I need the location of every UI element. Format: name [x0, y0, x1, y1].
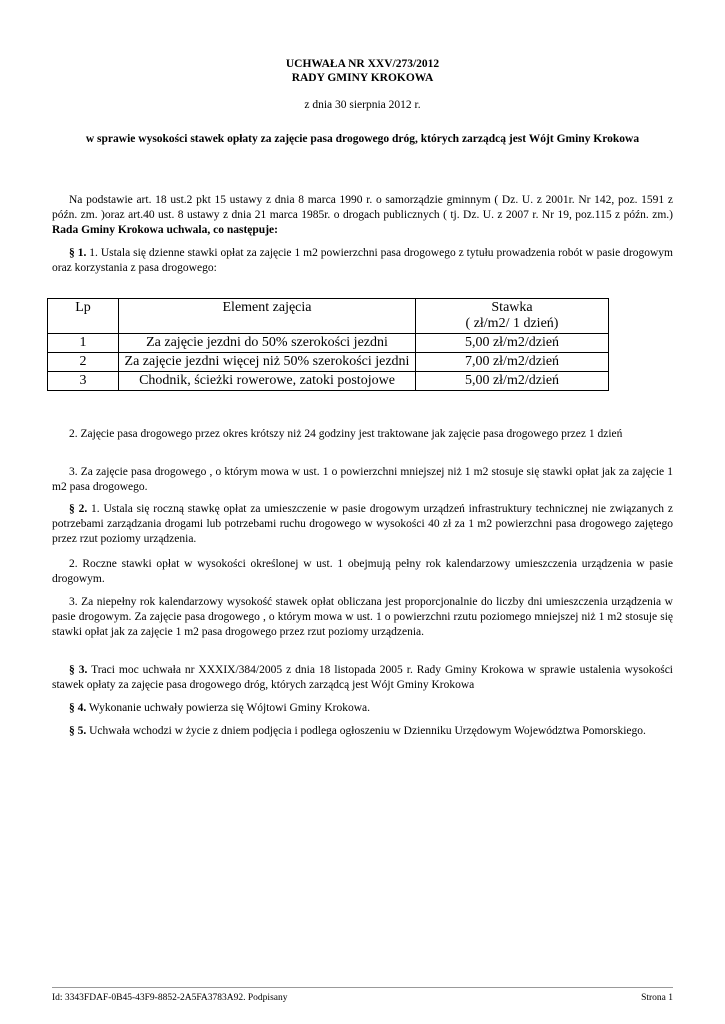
- section-1-mark: § 1.: [69, 247, 87, 259]
- resolution-header: [0, 57, 725, 85]
- section-2-paragraph-2: 2. Roczne stawki opłat w wysokości określonej w ust. 1 obejmują pełny rok kalendarzowy umieszczenia urządzenia w pasie drogowym.: [52, 558, 673, 585]
- table-row: [48, 372, 609, 391]
- table-row: [48, 334, 609, 353]
- section-3-paragraph: § 3. Traci moc uchwała nr XXXIX/384/2005 z dnia 18 listopada 2005 r. Rady Gminy Krokowa w sprawie ustalenia wysokości stawek opłaty za zajęcie pasa drogowego dróg, których zarządcą jest Wójt Gminy Krokowa: [52, 664, 673, 691]
- intro-paragraph: [52, 193, 673, 238]
- page-number: Strona 1: [641, 993, 673, 1003]
- row-rate: 7,00 zł/m2/dzień: [416, 353, 609, 372]
- resolution-number: UCHWAŁA NR XXV/273/2012: [285, 58, 440, 70]
- intro-bold: Rada Gminy Krokowa uchwala, co następuje:: [52, 224, 278, 236]
- row-element: Za zajęcie jezdni więcej niż 50% szerokości jezdni: [119, 353, 416, 372]
- document-id: Id: 3343FDAF-0B45-43F9-8852-2A5FA3783A92. Podpisany: [52, 993, 288, 1003]
- table-row: [48, 353, 609, 372]
- row-element: Za zajęcie jezdni do 50% szerokości jezdni: [119, 334, 416, 353]
- section-4-mark: § 4.: [69, 702, 87, 714]
- section-2-paragraph-1: § 2. 1. Ustala się roczną stawkę opłat za umieszczenie w pasie drogowym urządzeń infrastruktury technicznej nie związanych z potrzebami zarządzania drogami lub potrzebami ruchu drogowego w wysokości 40 zł za 1 m2 powierzchni pasa drogowego zajętego przez rzut poziomy urządzenia.: [52, 503, 673, 545]
- section-1-paragraph-2: 2. Zajęcie pasa drogowego przez okres krótszy niż 24 godziny jest traktowane jak zajęcie pasa drogowego przez 1 dzień: [69, 428, 623, 440]
- section-5-mark: § 5.: [69, 725, 87, 737]
- section-4-paragraph: § 4. Wykonanie uchwały powierza się Wójtowi Gminy Krokowa.: [69, 702, 371, 714]
- section-1-paragraph-1: § 1. 1. Ustala się dzienne stawki opłat za zajęcie 1 m2 powierzchni pasa drogowego z tytułu prowadzenia robót w pasie drogowym oraz korzystania z pasa drogowego:: [52, 247, 674, 274]
- footer-divider: [52, 987, 673, 988]
- row-lp: 1: [48, 334, 119, 353]
- row-lp: 2: [48, 353, 119, 372]
- header-lp: Lp: [48, 299, 119, 334]
- header-rate: Stawka ( zł/m2/ 1 dzień): [416, 299, 609, 334]
- section-2-paragraph-3: 3. Za niepełny rok kalendarzowy wysokość stawek opłat obliczana jest proporcjonalnie do liczby dni umieszczenia urządzenia w pasie drogowym. Za zajęcie pasa drogowego , o którym mowa w ust. 1 o powierzchni rzutu poziomego mniejszej niż 1 m2 stosuje się stawki opłat jak za zajęcie 1 m2 pasa drogowego przez rzut poziomy urządzenia.: [52, 596, 673, 638]
- council-name: RADY GMINY KROKOWA: [291, 72, 434, 84]
- section-5-paragraph: § 5. Uchwała wchodzi w życie z dniem podjęcia i podlega ogłoszeniu w Dzienniku Urzędowym Województwa Pomorskiego.: [69, 725, 646, 737]
- row-lp: 3: [48, 372, 119, 391]
- row-rate: 5,00 zł/m2/dzień: [416, 334, 609, 353]
- rates-table: [47, 298, 609, 391]
- row-element: Chodnik, ścieżki rowerowe, zatoki postojowe: [119, 372, 416, 391]
- resolution-subject: w sprawie wysokości stawek opłaty za zajęcie pasa drogowego dróg, których zarządcą jest Wójt Gminy Krokowa: [85, 133, 640, 145]
- row-rate: 5,00 zł/m2/dzień: [416, 372, 609, 391]
- section-3-mark: § 3.: [69, 664, 88, 676]
- section-1-paragraph-3: 3. Za zajęcie pasa drogowego , o którym mowa w ust. 1 o powierzchni mniejszej niż 1 m2 stosuje się stawki opłat jak za zajęcie 1 m2 pasa drogowego.: [52, 466, 673, 493]
- header-element: Element zajęcia: [119, 299, 416, 334]
- intro-text: Na podstawie art. 18 ust.2 pkt 15 ustawy z dnia 8 marca 1990 r. o samorządzie gminnym ( Dz. U. z 2001r. Nr 142, poz. 1591 z późn. zm. )oraz art.40 ust. 8 ustawy z dnia 21 marca 1985r. o drogach publicznych ( tj. Dz. U. z 2007 r. Nr 19, poz.115 z późn. zm.): [52, 194, 673, 221]
- table-header-row: [48, 299, 609, 334]
- resolution-date: z dnia 30 sierpnia 2012 r.: [304, 99, 421, 111]
- section-2-mark: § 2.: [69, 503, 88, 515]
